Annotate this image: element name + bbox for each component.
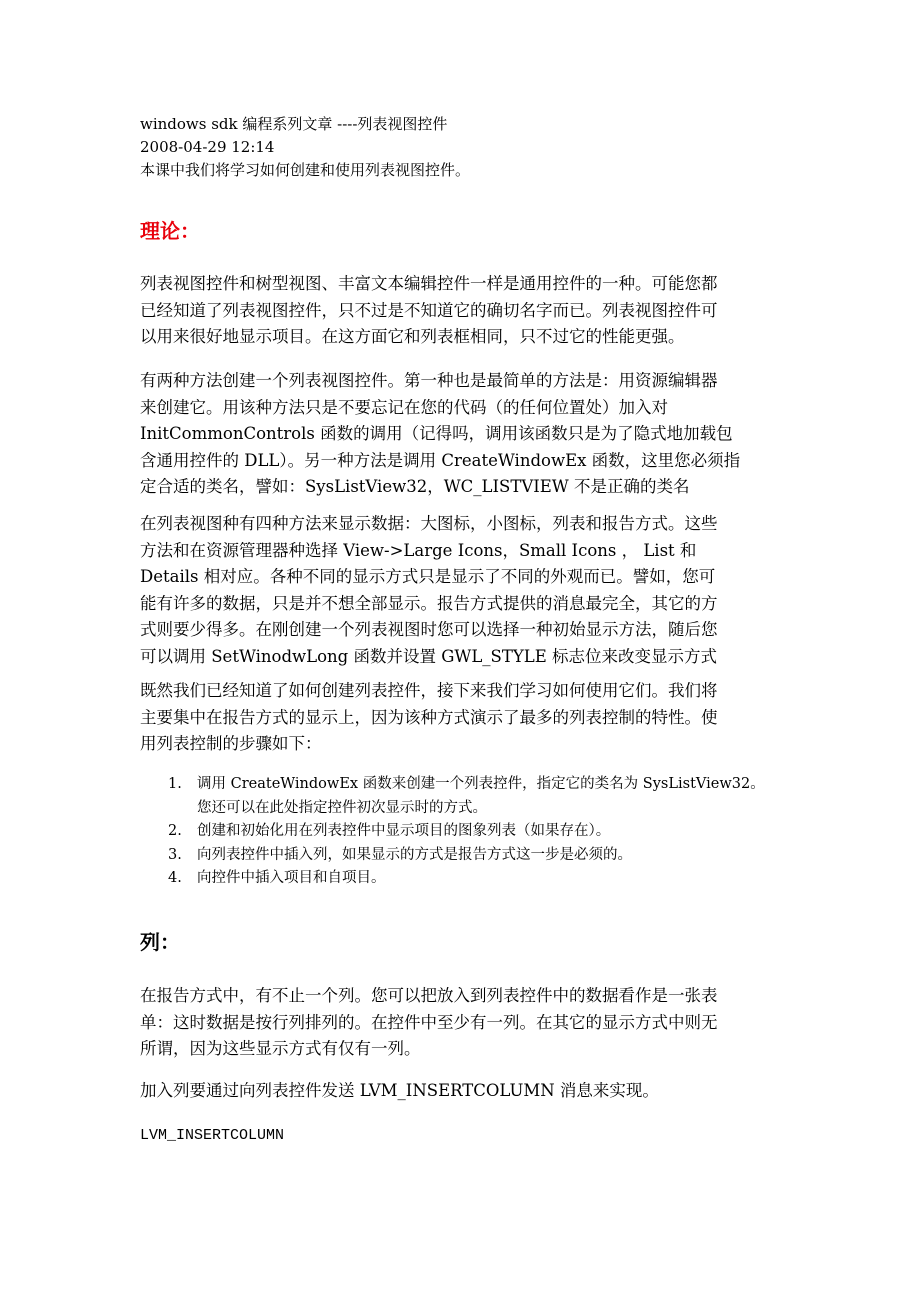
list-item-text: 向列表控件中插入列，如果显示的方式是报告方式这一步是必须的。 bbox=[197, 846, 632, 863]
list-item-number: 3. bbox=[168, 846, 182, 863]
list-item-number: 2. bbox=[168, 823, 182, 839]
paragraph-line: 单：这时数据是按行列排列的。在控件中至少有一列。在其它的显示方式中则无 bbox=[140, 1012, 718, 1032]
list-item bbox=[168, 820, 788, 844]
list-item-text: 您还可以在此处指定控件初次显示时的方式。 bbox=[197, 799, 487, 816]
paragraph-line: InitCommonControls 函数的调用（记得吗，调用该函数只是为了隐式地加载包 bbox=[140, 424, 733, 443]
list-item-text: 向控件中插入项目和自项目。 bbox=[197, 870, 386, 886]
paragraph-5 bbox=[140, 983, 785, 1063]
paragraph-line: 来创建它。用该种方法只是不要忘记在您的代码（的任何位置处）加入对 bbox=[140, 397, 668, 417]
paragraph-line: 主要集中在报告方式的显示上，因为该种方式演示了最多的列表控制的特性。使 bbox=[140, 707, 718, 727]
list-item-number: 1. bbox=[168, 776, 182, 792]
paragraph-line: 方法和在资源管理器种选择 View->Large Icons，Small Icons ， List 和 bbox=[140, 540, 697, 560]
paragraph-1 bbox=[140, 271, 785, 351]
list-item bbox=[168, 844, 788, 868]
paragraph-line: 加入列要通过向列表控件发送 LVM_INSERTCOLUMN 消息来实现。 bbox=[140, 1081, 659, 1100]
code-line: LVM_INSERTCOLUMN bbox=[140, 1127, 285, 1144]
paragraph-6 bbox=[140, 1078, 785, 1105]
list-item-text: 调用 CreateWindowEx 函数来创建一个列表控件，指定它的类名为 SysListView32。 bbox=[197, 776, 765, 792]
section-heading-columns: 列： bbox=[140, 930, 180, 954]
paragraph-2 bbox=[140, 368, 785, 501]
list-item-number: 4. bbox=[168, 870, 182, 886]
paragraph-line: 可以调用 SetWinodwLong 函数并设置 GWL_STYLE 标志位来改变显示方式 bbox=[140, 646, 718, 666]
list-item bbox=[168, 867, 788, 891]
paragraph-4 bbox=[140, 678, 785, 758]
paragraph-line: 有两种方法创建一个列表视图控件。第一种也是最简单的方法是：用资源编辑器 bbox=[140, 371, 718, 390]
article-date: 2008-04-29 12:14 bbox=[140, 138, 275, 156]
paragraph-line: 已经知道了列表视图控件，只不过是不知道它的确切名字而已。列表视图控件可 bbox=[140, 300, 718, 320]
paragraph-line: 定合适的类名，譬如：SysListView32，WC_LISTVIEW 不是正确的类名 bbox=[140, 477, 690, 496]
paragraph-line: 用列表控制的步骤如下： bbox=[140, 734, 322, 753]
paragraph-line: 既然我们已经知道了如何创建列表控件，接下来我们学习如何使用它们。我们将 bbox=[140, 681, 718, 700]
article-intro: 本课中我们将学习如何创建和使用列表视图控件。 bbox=[140, 161, 471, 179]
paragraph-line: 在列表视图种有四种方法来显示数据：大图标，小图标，列表和报告方式。这些 bbox=[140, 514, 718, 533]
paragraph-line: 式则要少得多。在刚创建一个列表视图时您可以选择一种初始显示方法，随后您 bbox=[140, 620, 718, 639]
paragraph-line: 能有许多的数据，只是并不想全部显示。报告方式提供的消息最完全，其它的方 bbox=[140, 593, 718, 613]
paragraph-line: 所谓，因为这些显示方式有仅有一列。 bbox=[140, 1039, 421, 1058]
paragraph-line: 含通用控件的 DLL）。另一种方法是调用 CreateWindowEx 函数，这里您必须指 bbox=[140, 450, 741, 470]
steps-list bbox=[168, 773, 788, 891]
list-item-text: 创建和初始化用在列表控件中显示项目的图象列表（如果存在）。 bbox=[197, 823, 611, 839]
paragraph-line: Details 相对应。各种不同的显示方式只是显示了不同的外观而已。譬如，您可 bbox=[140, 567, 716, 586]
paragraph-3 bbox=[140, 511, 785, 670]
article-title: windows sdk 编程系列文章 ----列表视图控件 bbox=[140, 115, 448, 133]
paragraph-line: 列表视图控件和树型视图、丰富文本编辑控件一样是通用控件的一种。可能您都 bbox=[140, 274, 718, 293]
section-heading-theory: 理论： bbox=[140, 219, 200, 243]
paragraph-line: 以用来很好地显示项目。在这方面它和列表框相同，只不过它的性能更强。 bbox=[140, 327, 685, 346]
paragraph-line: 在报告方式中，有不止一个列。您可以把放入到列表控件中的数据看作是一张表 bbox=[140, 986, 718, 1005]
list-item bbox=[168, 773, 788, 820]
